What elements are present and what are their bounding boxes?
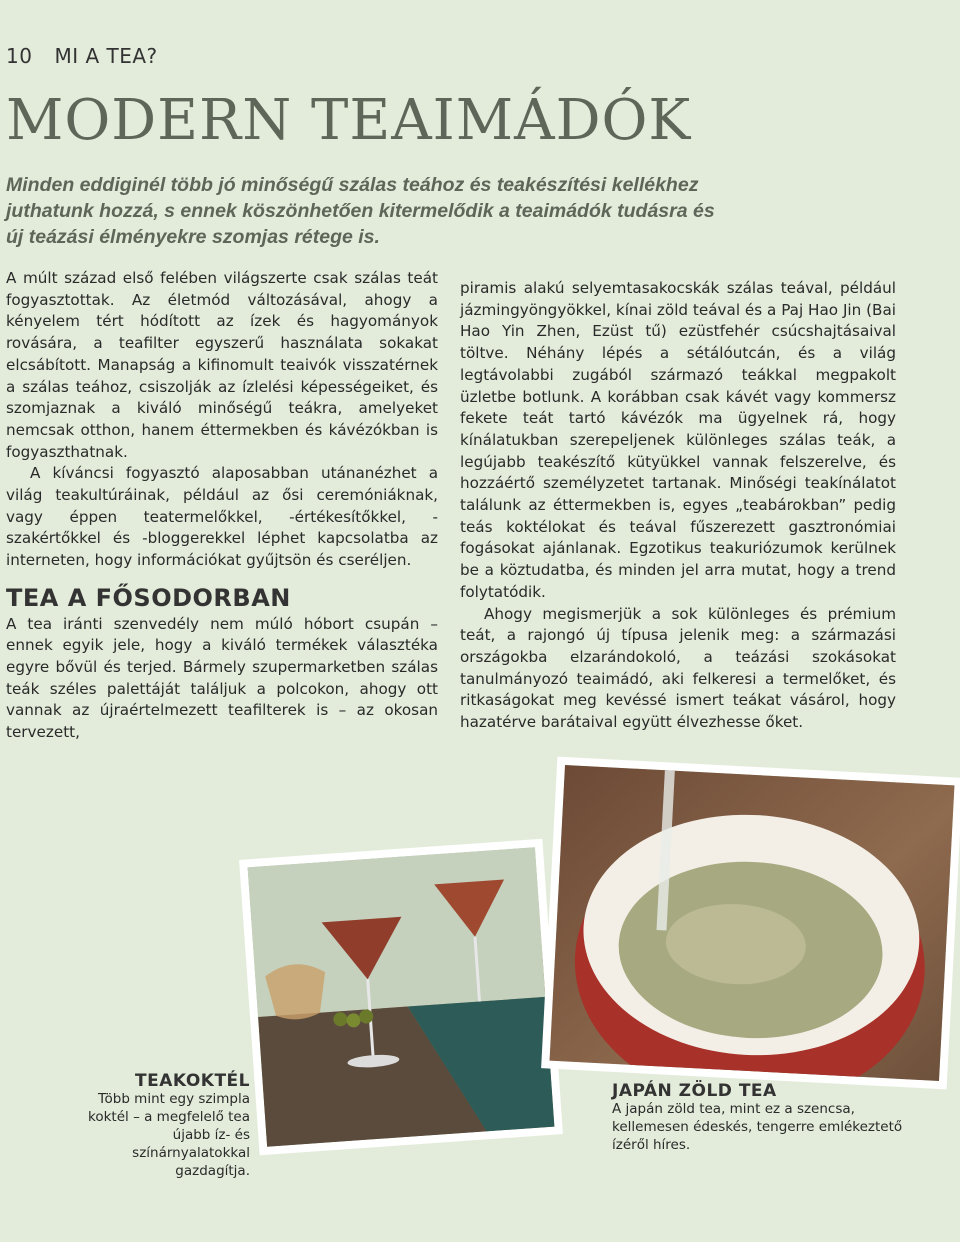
page-number: 10 bbox=[6, 44, 33, 68]
caption-text: A japán zöld tea, mint ez a szencsa, kellemesen édeskés, tengerre emlékeztető ízéről híres. bbox=[612, 1101, 903, 1153]
cocktail-caption bbox=[55, 1072, 250, 1180]
paragraph: A múlt század első felében világszerte csak szálas teát fogyasztottak. Az életmód változásával, ahogy a kényelem tért hódított az ízek és hagyományok rovására, a teafilter egyszerű használata sokakat elcsábított. Manapság a kifinomult teaivók visszatérnek a szálas teához, csiszolják az ízlelési képességeiket, és szomjaznak a kiváló minőségű teákra, amelyeket nemcsak otthon, hanem éttermekben és kávézókban is fogyaszthatnak. bbox=[6, 269, 438, 461]
column-left bbox=[6, 268, 438, 744]
paragraph: A tea iránti szenvedély nem múló hóbort csupán – ennek egyik jele, hogy a kiváló termékek választéka egyre bővül és terjed. Bármely szupermarketben szálas teák széles palettáját találjuk a polcokon, ahogy ott vannak az újraértelmezett teafilterek is – az okosan tervezett, bbox=[6, 614, 438, 742]
paragraph: piramis alakú selyemtasakocskák szálas teával, például jázmingyöngyökkel, kínai zöld teával és a Paj Hao Jin (Bai Hao Yin Zhen, Ezüst tű) ezüstfehér csúcshajtásaival töltve. Néhány lépés a sétálóutcán, és a világ legtávolabbi zugából származó teákkal megpakolt üzletbe botlunk. A korábban csak kávét vagy kommersz fekete teát tartó kávézók ma ügyelnek rá, hogy kínálatukban szerepeljenek különleges szálas teák, a legújabb teakészítő kütyükkel vannak felszerelve, és hozzáértő személyzetet tartanak. Minőségi teakínálatot találunk az éttermekben is, egyes „teabárokban” pedig teás koktélokat és teával fűszerezett gasztronómiai fogásokat ajánlanak. Egzotikus teakuriózumok kerülnek be a köztudatba, és minden jel arra mutat, hogy a trend folytatódik. bbox=[460, 279, 896, 601]
lead-paragraph: Minden eddiginél több jó minőségű szálas teához és teakészítési kellékhez juthatunk hozzá, s ennek köszönhetően kitermelődik a teaimádók tudásra és új teázási élményekre szomjas rétege is. bbox=[6, 174, 715, 248]
page-header bbox=[6, 44, 158, 68]
paragraph: A kíváncsi fogyasztó alaposabban utánanézhet a világ teakultúráinak, például az ősi ceremóniáknak, vagy éppen teatermelőkkel, -értékesítőkkel, -szakértőkkel és -bloggerekkel léphet kapcsolatba az interneten, hogy információkat gyűjtsön és cseréljen. bbox=[6, 464, 438, 570]
cocktail-photo bbox=[248, 847, 555, 1146]
section-subheading: TEA A FŐSODORBAN bbox=[6, 583, 291, 612]
caption-title: JAPÁN ZÖLD TEA bbox=[612, 1081, 777, 1101]
section-title: MI A TEA? bbox=[54, 44, 158, 68]
column-right bbox=[460, 278, 896, 734]
caption-text: Több mint egy szimpla koktél – a megfelelő tea újabb íz- és színárnyalatokkal gazdagítja. bbox=[88, 1091, 250, 1179]
green-tea-caption bbox=[612, 1082, 912, 1154]
green-tea-photo bbox=[550, 765, 955, 1081]
page-title: MODERN TEAIMÁDÓK bbox=[6, 88, 692, 153]
paragraph: Ahogy megismerjük a sok különleges és prémium teát, a rajongó új típusa jelenik meg: a származási országokba elzarándokoló, a teázási szokásokat tanulmányozó teaimádó, aki felkeresi a termelőket, és ritkaságokat meg kevéssé ismert teákat vásárol, hogy hazatérve barátaival együtt élvezhesse őket. bbox=[460, 604, 896, 732]
caption-title: TEAKOKTÉL bbox=[135, 1071, 250, 1091]
